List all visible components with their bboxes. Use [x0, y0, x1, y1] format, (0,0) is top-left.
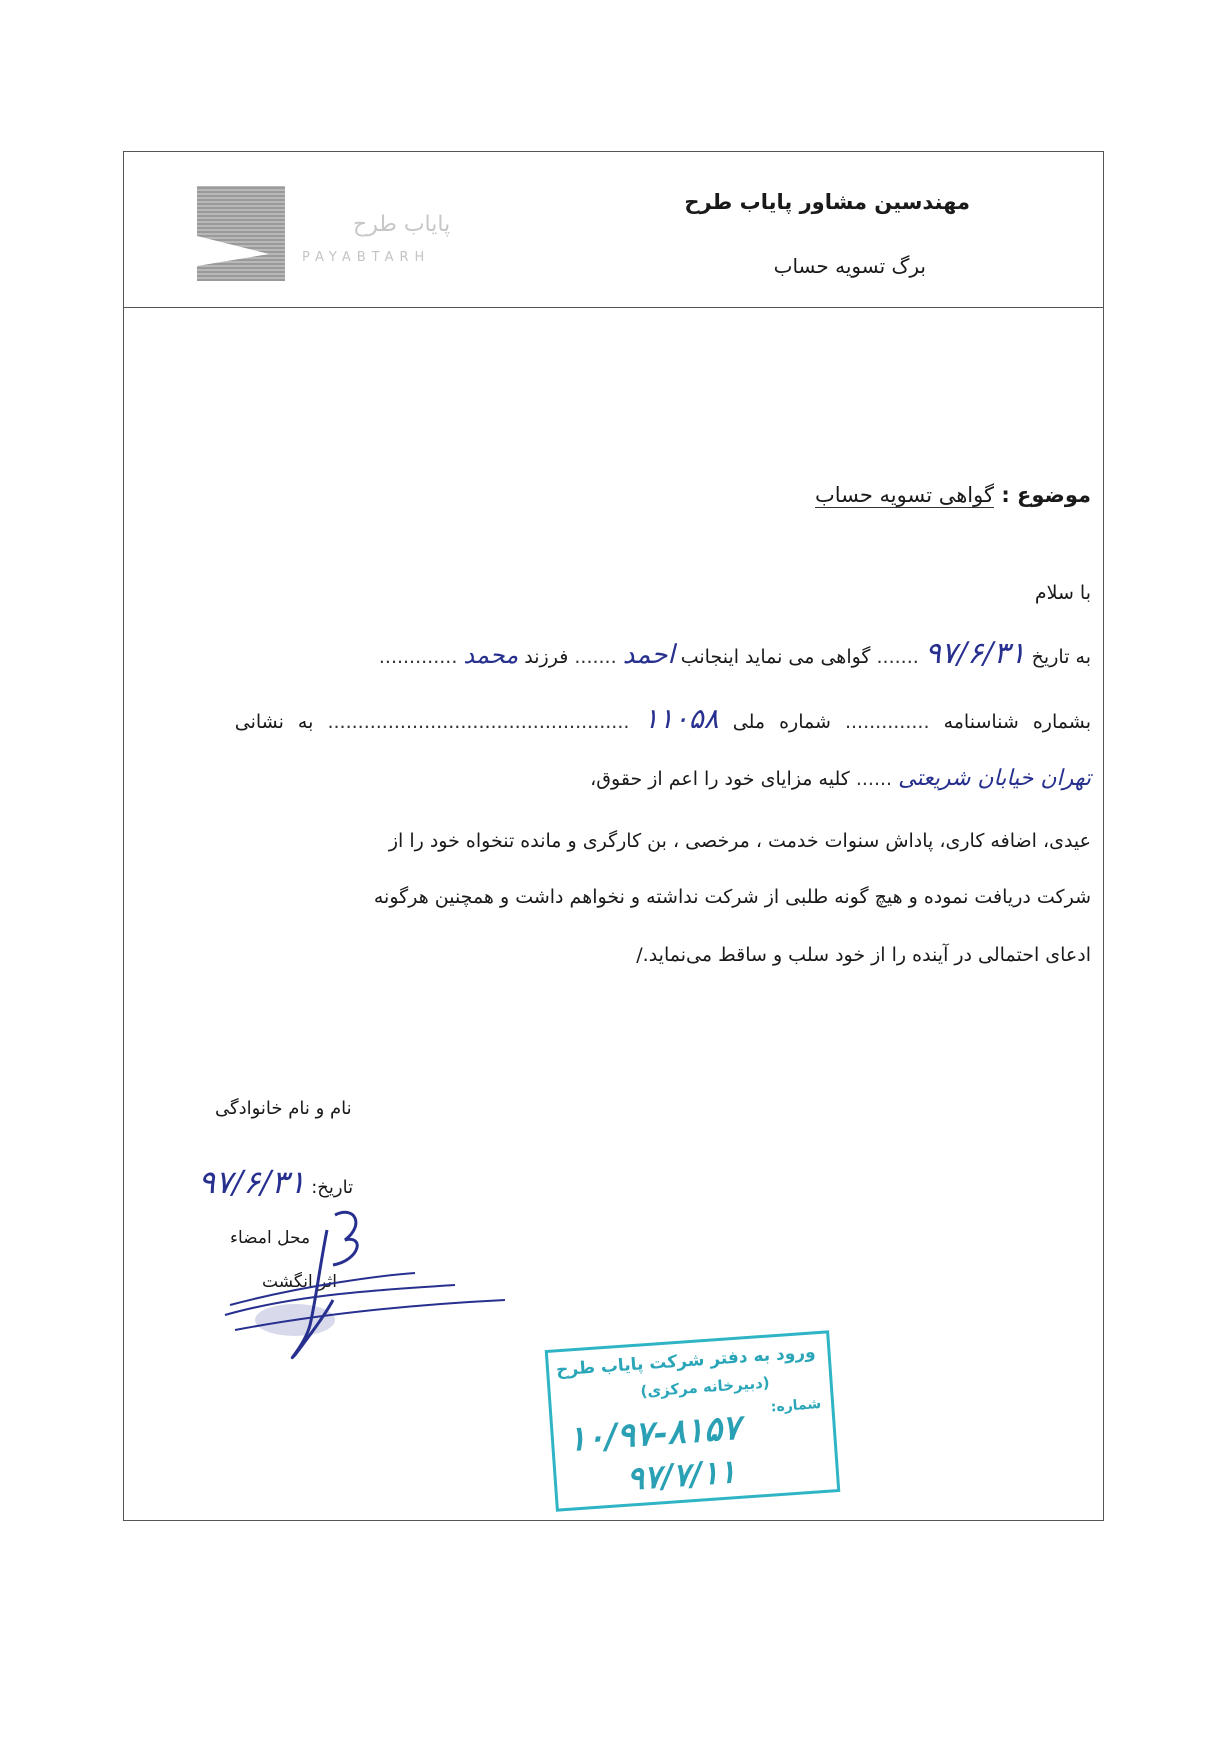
handwritten-name: احمد [622, 640, 675, 670]
address-label: به نشانی [234, 711, 314, 733]
para-line-5: شرکت دریافت نموده و هیچ گونه طلبی از شرکت نداشته و نخواهم داشت و همچنین هرگونه [373, 886, 1091, 908]
signature-place-label: محل امضاء [230, 1228, 311, 1248]
national-label: شماره ملی [732, 711, 831, 733]
handwritten-signature [215, 1205, 515, 1375]
stamp-subheading: (دبیرخانه مرکزی) [639, 1373, 771, 1401]
registry-stamp [545, 1330, 841, 1511]
para-line-1: به تاریخ ۹۷/۶/۳۱ ....... گواهی می نماید اینجانب احمد ....... فرزند محمد ............. [378, 636, 1091, 671]
greeting: با سلام [1034, 582, 1091, 604]
id-label: بشماره شناسنامه [943, 711, 1091, 733]
date-prefix: به تاریخ [1031, 646, 1091, 668]
company-name: مهندسین مشاور پایاب طرح [684, 190, 970, 214]
handwritten-sig-date: ۹۷/۶/۳۱ [198, 1163, 306, 1201]
name-label: نام و نام خانوادگی [215, 1098, 352, 1119]
logo-cut-shape [197, 236, 269, 266]
handwritten-father: محمد [463, 641, 519, 669]
form-title: برگ تسویه حساب [773, 254, 926, 278]
thumbprint-label: اثر انگشت [262, 1272, 337, 1292]
logo-text-fa: پایاب طرح [353, 212, 451, 237]
para-line-3: تهران خیابان شریعتی ...... کلیه مزایای خود را اعم از حقوق، [590, 766, 1091, 791]
para-line-2: بشماره شناسنامه .............. شماره ملی ۱۱۰۵۸ .................................................. به نشانی [234, 702, 1091, 735]
child-of-label: فرزند [524, 646, 569, 668]
subject-value: گواهی تسویه حساب [814, 483, 994, 507]
subject-line [815, 483, 1091, 507]
stamp-date: ۹۷/۷/۱۱ [625, 1452, 738, 1498]
date-label: تاریخ: [311, 1177, 354, 1198]
stamp-number: ۱۰/۹۷-۸۱۵۷ [566, 1407, 742, 1460]
stamp-heading: ورود به دفتر شرکت پایاب طرح [555, 1342, 817, 1381]
benefits-text: کلیه مزایای خود را اعم از حقوق، [590, 768, 850, 790]
logo-text-en: PAYABTARH [302, 250, 431, 265]
handwritten-national-id: ۱۱۰۵۸ [643, 702, 719, 735]
sig-date-line [198, 1163, 353, 1201]
para-line-6: ادعای احتمالی در آینده را از خود سلب و ساقط می‌نماید./ [636, 944, 1091, 966]
handwritten-date: ۹۷/۶/۳۱ [924, 636, 1026, 671]
para-line-4: عیدی، اضافه کاری، پاداش سنوات خدمت ، مرخصی ، بن کارگری و مانده تنخواه خود را از [388, 830, 1091, 852]
certify-text: گواهی می نماید اینجانب [680, 646, 871, 668]
stamp-number-label: شماره: [770, 1396, 822, 1416]
handwritten-address: تهران خیابان شریعتی [898, 766, 1091, 791]
subject-label: موضوع : [1001, 483, 1091, 507]
company-logo [197, 186, 285, 281]
